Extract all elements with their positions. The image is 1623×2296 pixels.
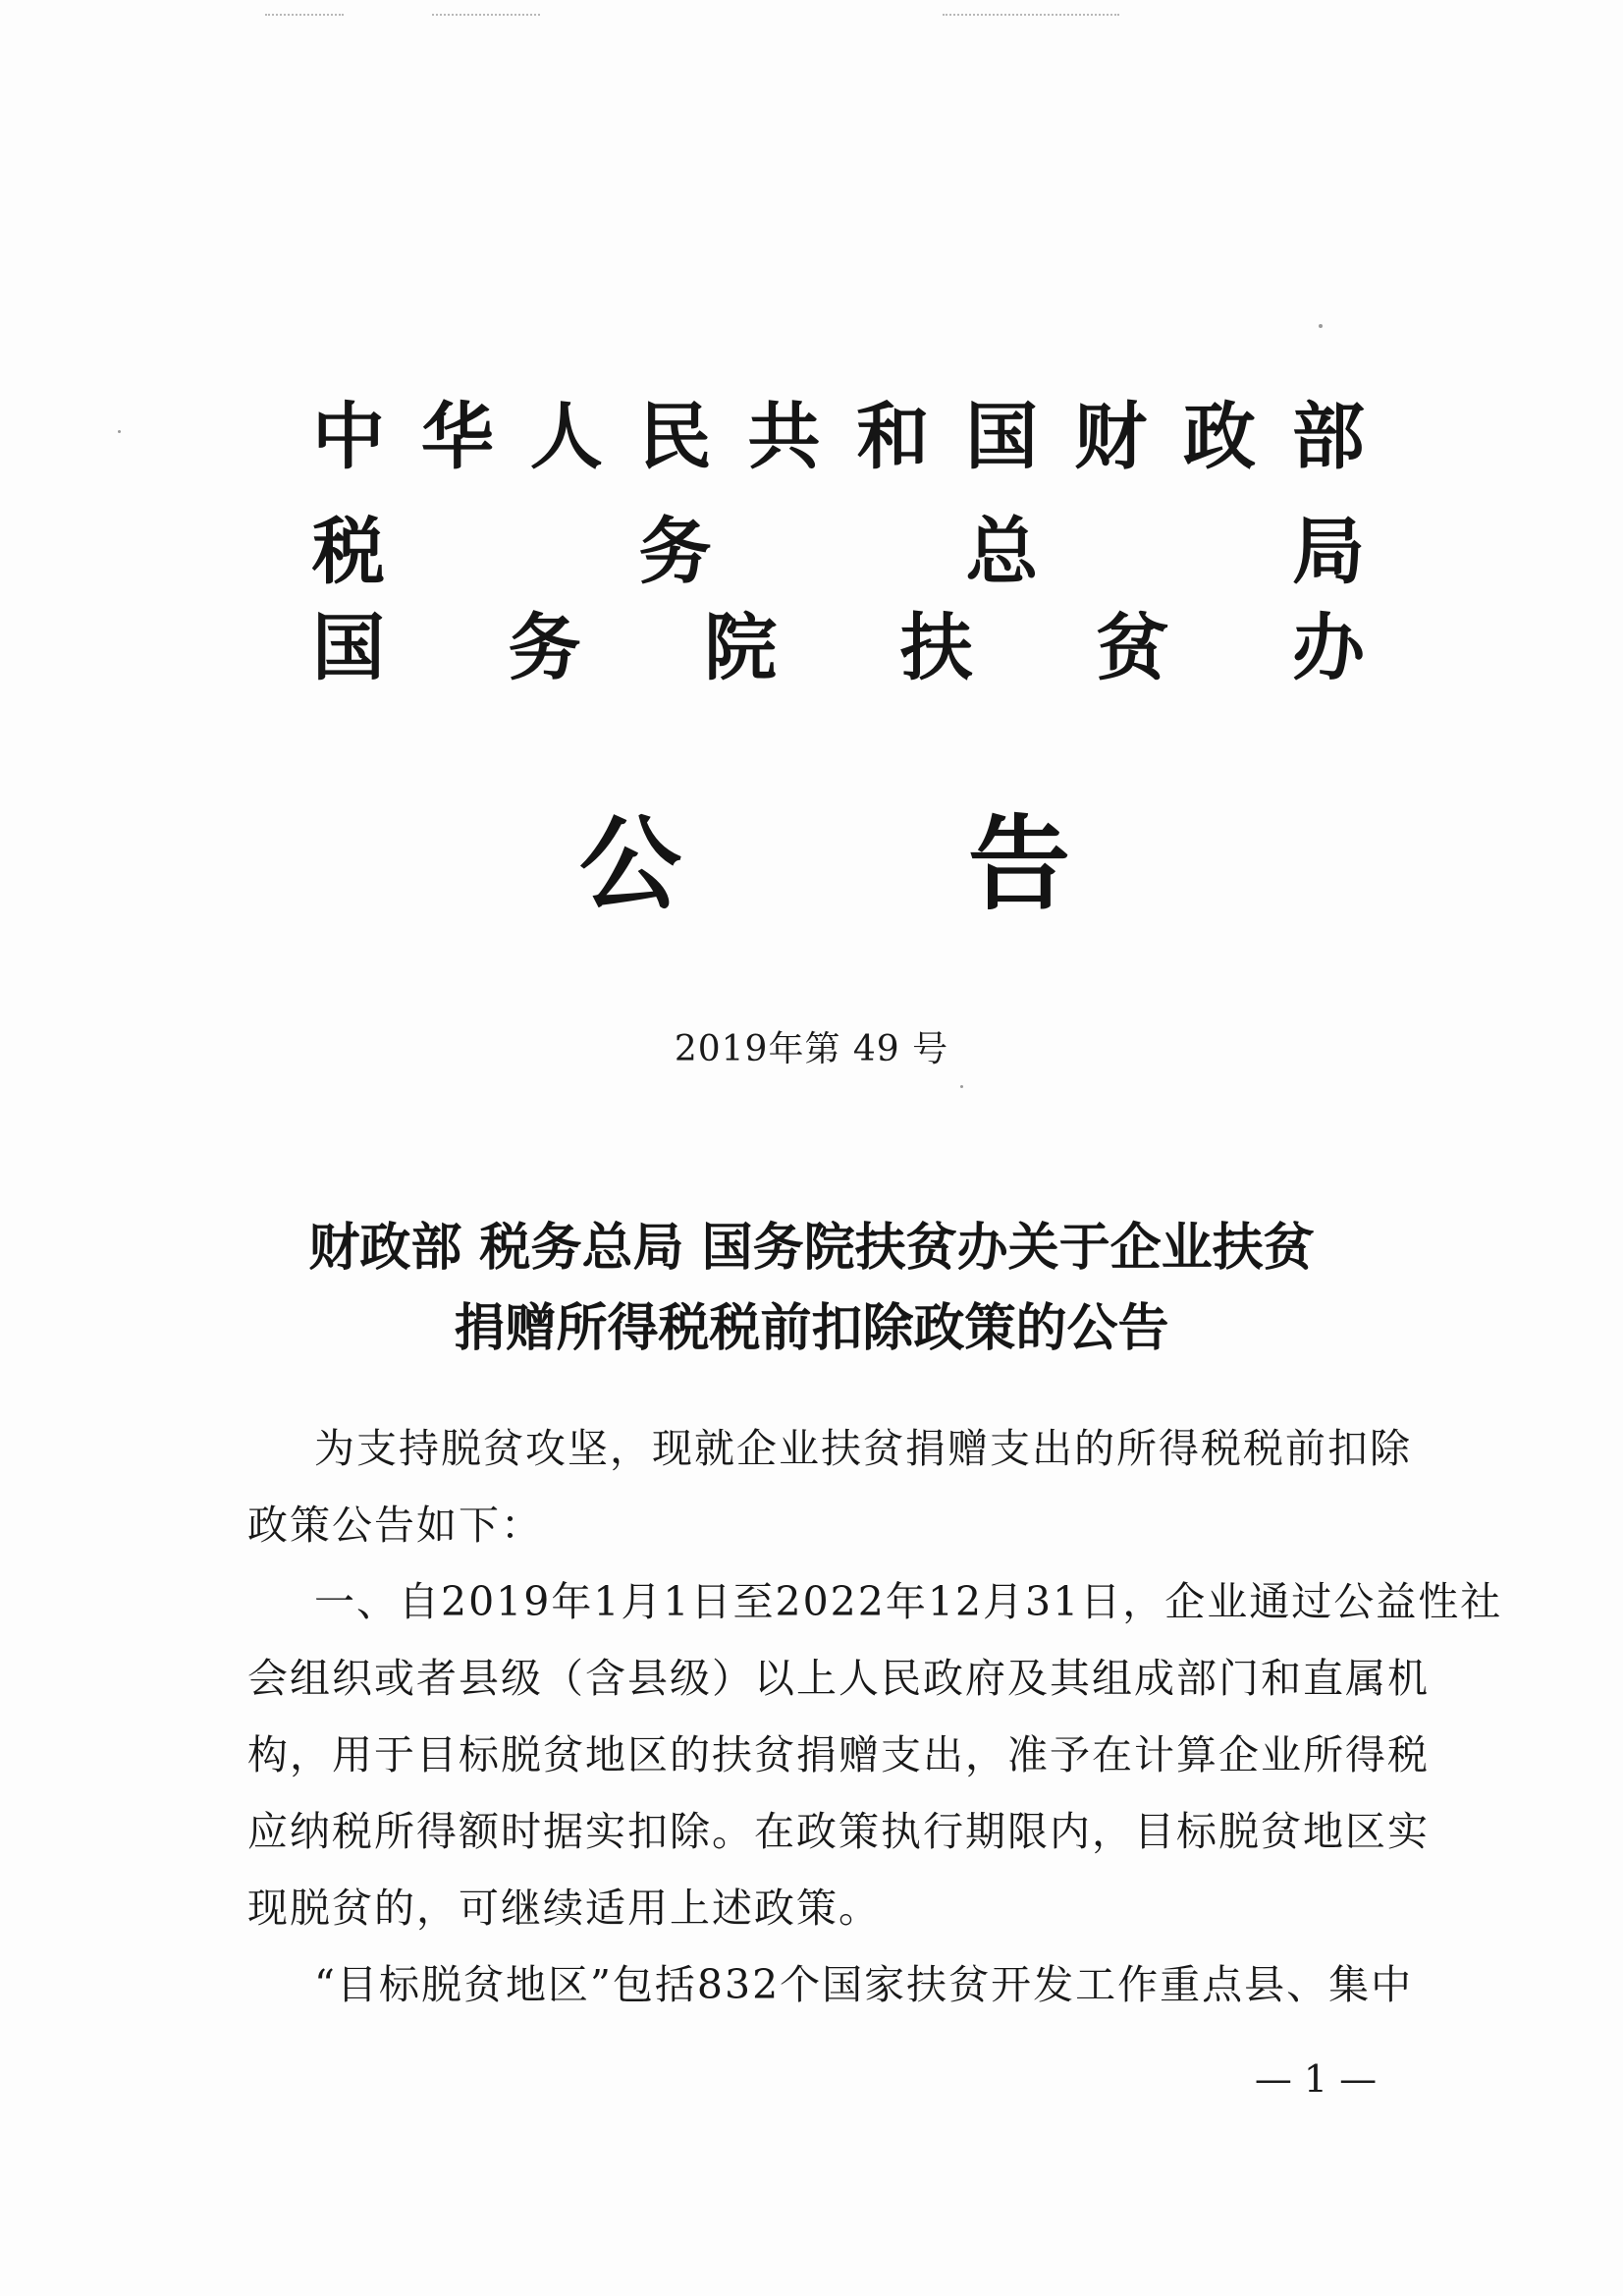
document-type-heading [579, 805, 1070, 923]
issuer-char: 务 [638, 510, 712, 594]
issuer-char: 中 [312, 395, 385, 479]
issuer-char: 局 [1291, 510, 1365, 594]
scan-speck [1319, 324, 1323, 328]
issuer-char: 国 [965, 395, 1039, 479]
issuer-char: 贫 [1096, 606, 1169, 690]
issuer-char: 华 [420, 395, 494, 479]
body-line: 构，用于目标脱贫地区的扶贫捐赠支出，准予在计算企业所得税 [247, 1731, 1430, 1778]
issuer-char: 税 [312, 510, 385, 594]
issuer-char: 院 [704, 606, 778, 690]
body-line: 一、自2019年1月1日至2022年12月31日，企业通过公益性社 [314, 1578, 1503, 1625]
issuer-char: 总 [965, 510, 1039, 594]
issuer-char: 政 [1183, 395, 1256, 479]
page-number: — 1 — [1254, 2057, 1378, 2101]
body-line: 现脱贫的，可继续适用上述政策。 [247, 1885, 881, 1932]
issuer-char: 和 [856, 395, 930, 479]
issuer-poverty-office [312, 599, 1365, 697]
body-line: “目标脱贫地区”包括832个国家扶贫开发工作重点县、集中 [314, 1961, 1414, 2008]
scan-speck [118, 430, 121, 433]
doc-type-char: 公 [579, 804, 682, 924]
document-number: 2019年第 49 号 [674, 1029, 949, 1069]
scan-speck [960, 1085, 963, 1088]
issuer-char: 财 [1074, 395, 1148, 479]
issuer-ministry-of-finance [312, 388, 1365, 486]
issuer-char: 扶 [899, 606, 973, 690]
body-line: 为支持脱贫攻坚，现就企业扶贫捐赠支出的所得税税前扣除 [314, 1425, 1412, 1472]
scan-mark [265, 14, 344, 24]
issuer-char: 部 [1291, 395, 1365, 479]
issuer-tax-administration [312, 503, 1365, 601]
scan-mark [432, 14, 540, 24]
document-title [196, 1208, 1427, 1369]
scan-mark [943, 14, 1119, 24]
issuer-char: 办 [1291, 606, 1365, 690]
title-line: 捐赠所得税税前扣除政策的公告 [454, 1299, 1169, 1358]
issuer-char: 民 [638, 395, 712, 479]
title-line: 财政部 税务总局 国务院扶贫办关于企业扶贫 [308, 1219, 1315, 1278]
body-line: 政策公告如下： [247, 1502, 543, 1549]
issuer-char: 人 [529, 395, 603, 479]
body-line: 会组织或者县级（含县级）以上人民政府及其组成部门和直属机 [247, 1655, 1430, 1702]
doc-type-char: 告 [967, 804, 1070, 924]
issuer-char: 国 [312, 606, 385, 690]
issuer-char: 共 [747, 395, 821, 479]
issuer-char: 务 [508, 606, 581, 690]
body-line: 应纳税所得额时据实扣除。在政策执行期限内，目标脱贫地区实 [247, 1808, 1430, 1855]
